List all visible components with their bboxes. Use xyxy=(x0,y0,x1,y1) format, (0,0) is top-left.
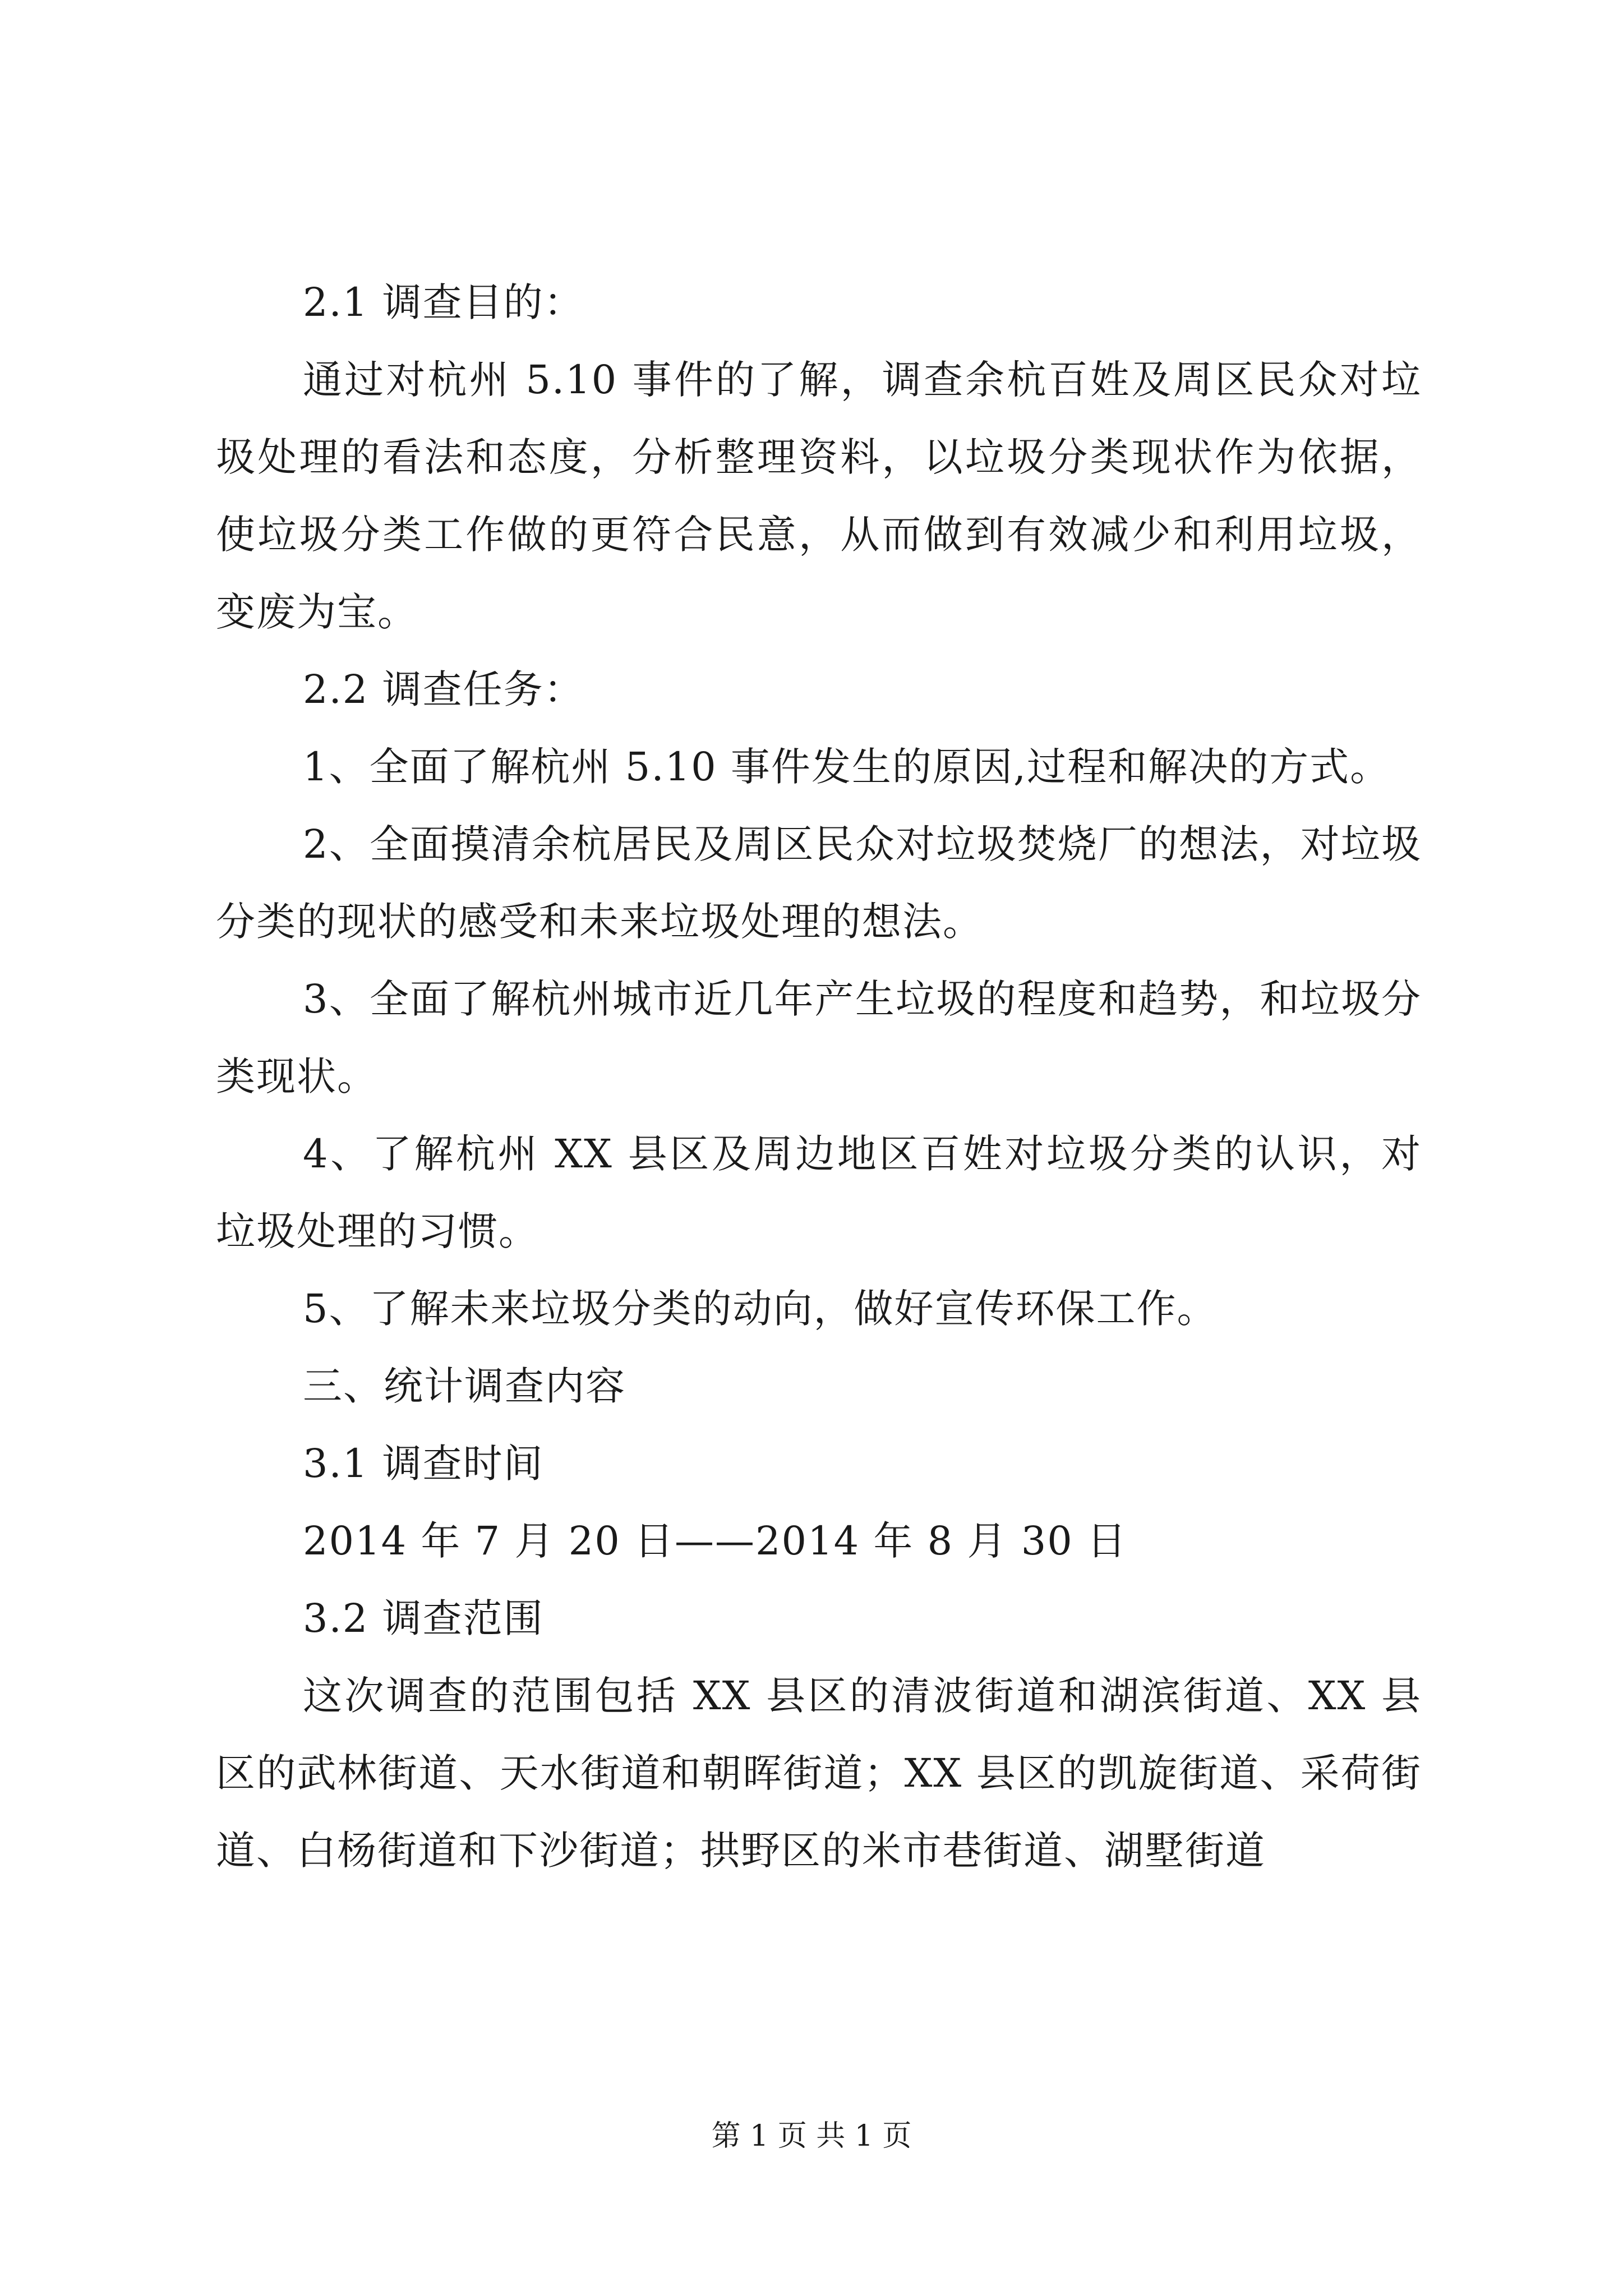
heading-2-1: 2.1 调查目的： xyxy=(303,279,584,325)
heading-3-2: 3.2 调查范围 xyxy=(303,1595,544,1641)
document-body xyxy=(216,264,1422,1889)
page-footer: 第 1 页 共 1 页 xyxy=(711,2119,912,2153)
paragraph-scope: 这次调查的范围包括 XX 县区的清波街道和湖滨街道、XX 县区的武林街道、天水街道和朝晖街道；XX 县区的凯旋街道、采荷街道、白杨街道和下沙街道；拱野区的米市巷街道、湖墅街道 xyxy=(216,1673,1422,1874)
section-heading-3: 三、统计调查内容 xyxy=(303,1363,626,1409)
paragraph-purpose: 通过对杭州 5.10 事件的了解，调查余杭百姓及周区民众对垃圾处理的看法和态度，分析整理资料，以垃圾分类现状作为依据，使垃圾分类工作做的更符合民意，从而做到有效减少和利用垃圾，变废为宝。 xyxy=(216,357,1422,635)
survey-period: 2014 年 7 月 20 日——2014 年 8 月 30 日 xyxy=(303,1518,1128,1564)
task-item-3: 3、全面了解杭州城市近几年产生垃圾的程度和趋势，和垃圾分类现状。 xyxy=(216,976,1422,1099)
task-item-2: 2、全面摸清余杭居民及周区民众对垃圾焚烧厂的想法，对垃圾分类的现状的感受和未来垃圾处理的想法。 xyxy=(216,821,1422,945)
task-item-5: 5、了解未来垃圾分类的动向，做好宣传环保工作。 xyxy=(303,1286,1218,1332)
task-item-1: 1、全面了解杭州 5.10 事件发生的原因,过程和解决的方式。 xyxy=(303,744,1391,790)
heading-2-2: 2.2 调查任务： xyxy=(303,666,584,712)
heading-3-1: 3.1 调查时间 xyxy=(303,1441,544,1487)
task-item-4: 4、了解杭州 XX 县区及周边地区百姓对垃圾分类的认识，对垃圾处理的习惯。 xyxy=(216,1131,1422,1254)
